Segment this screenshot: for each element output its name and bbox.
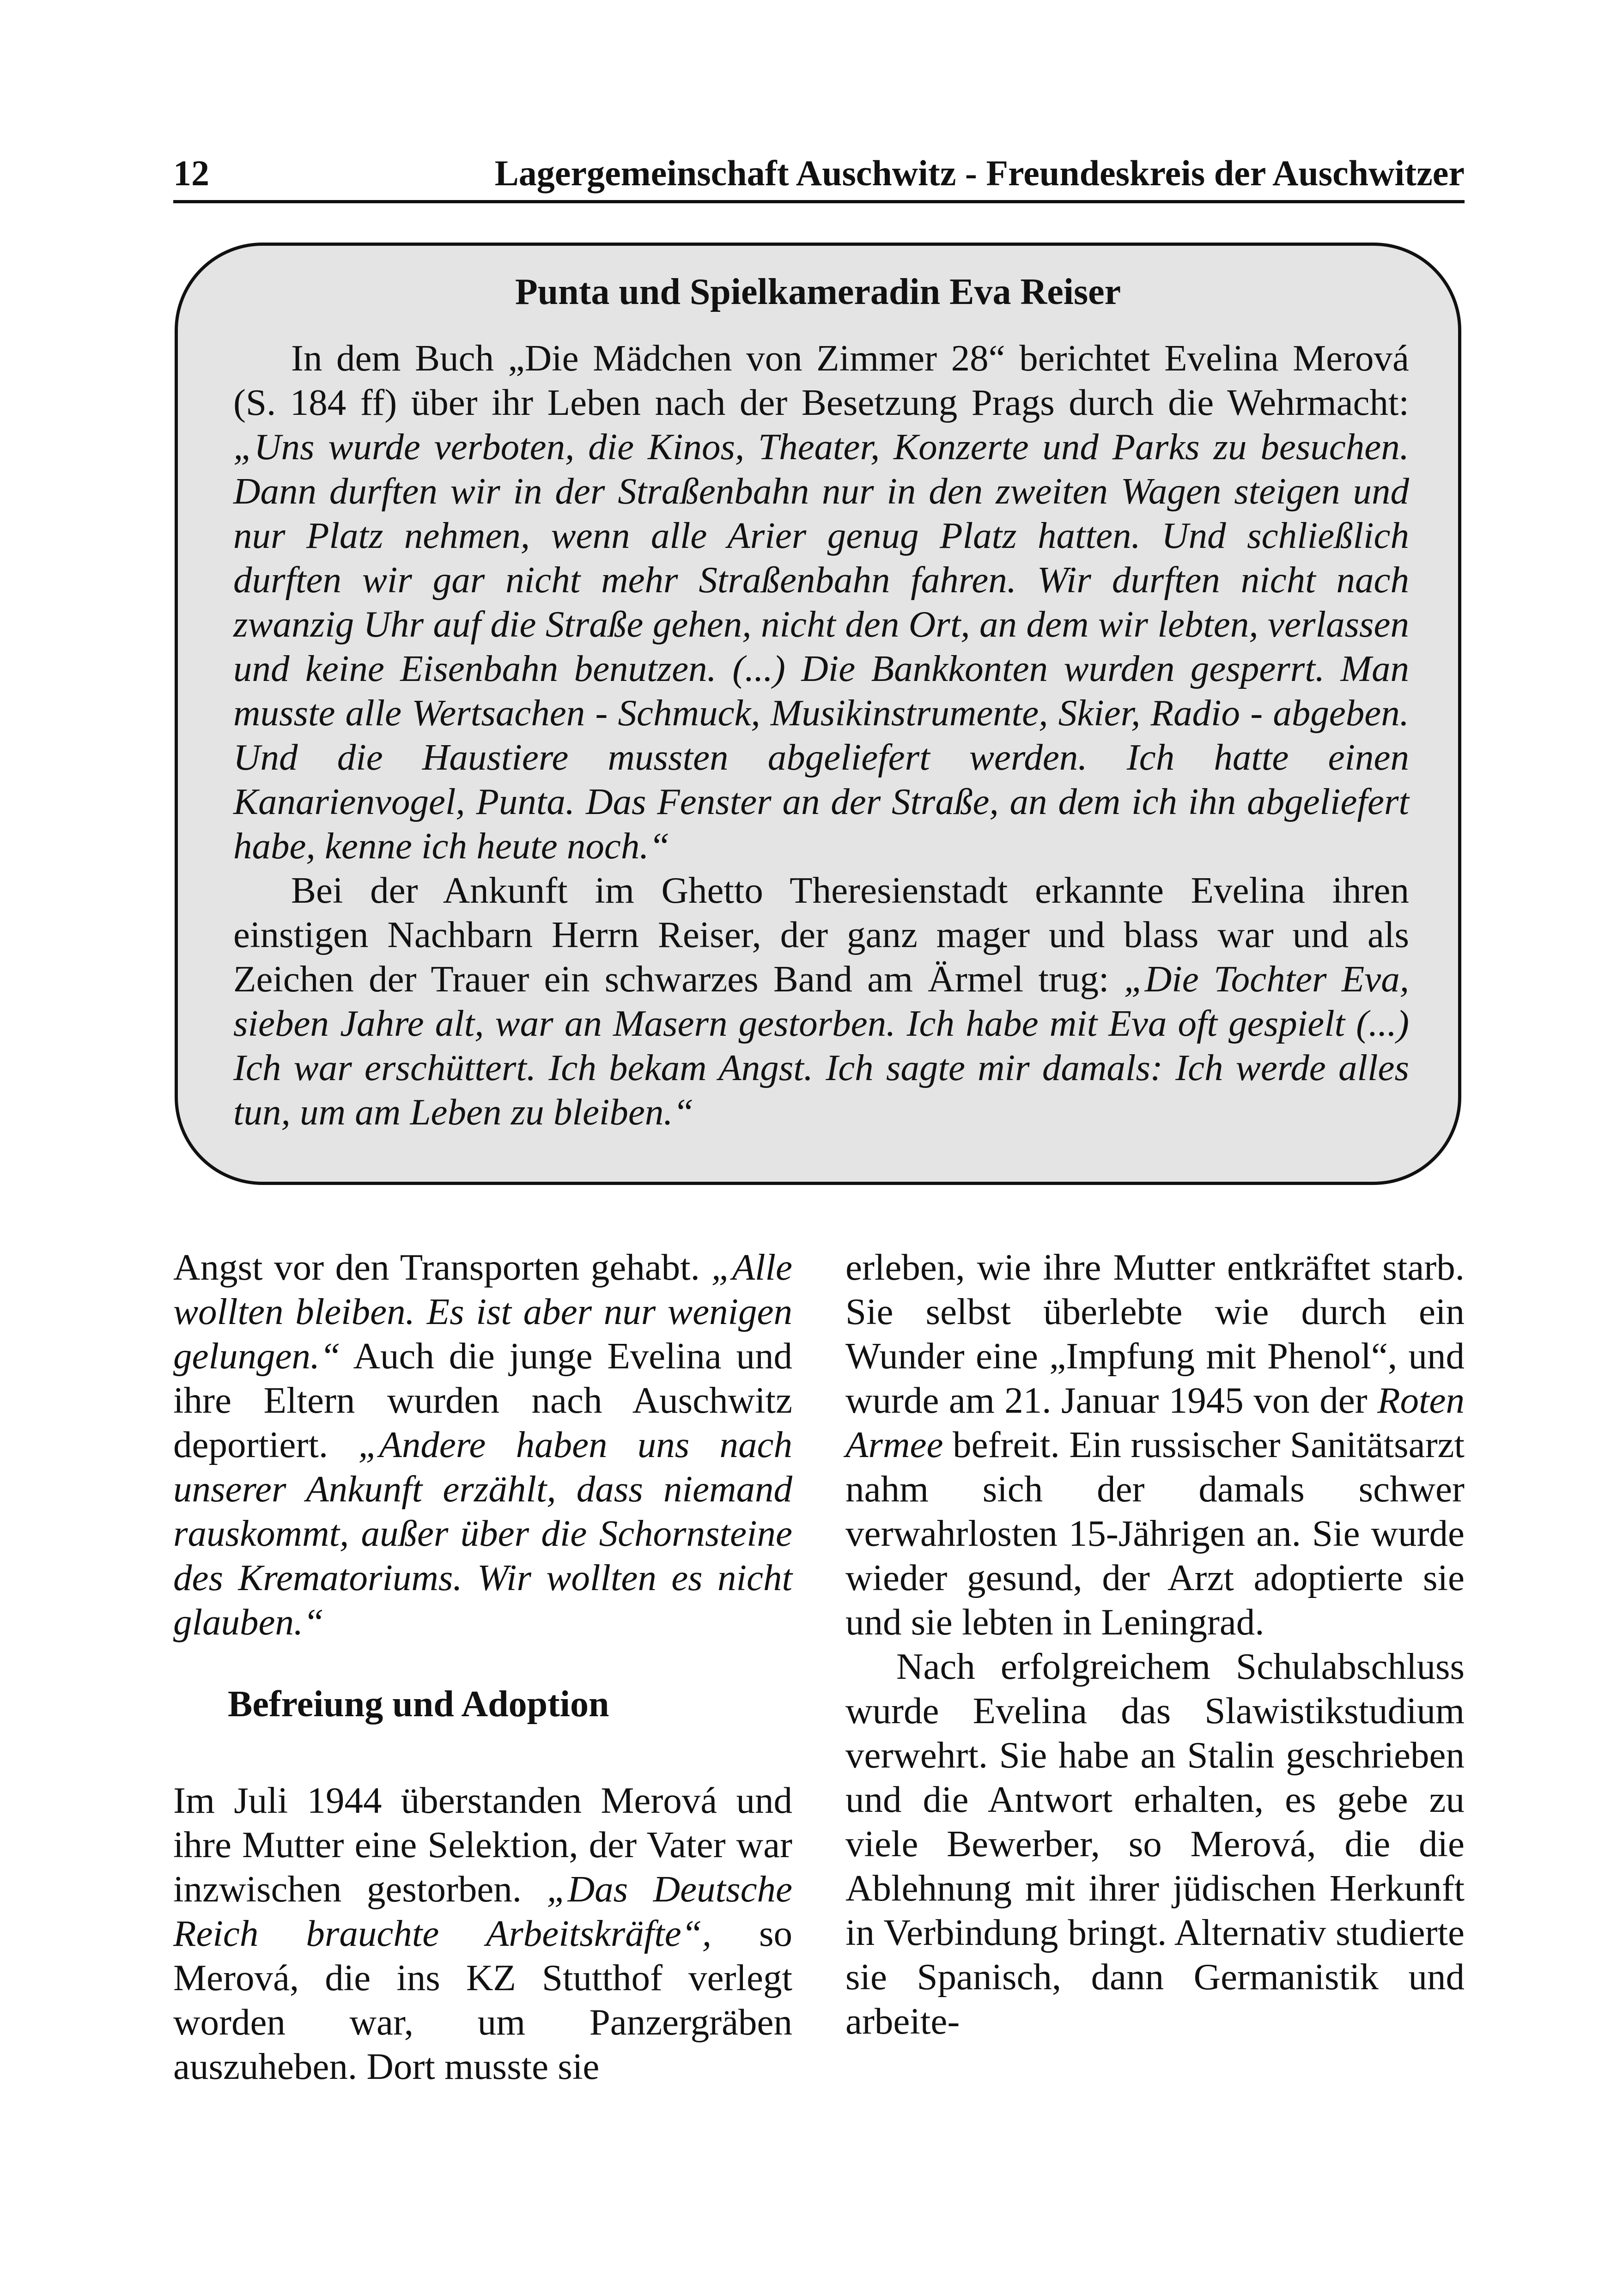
box-paragraph-1 [233,336,1409,868]
running-title: Lagergemeinschaft Auschwitz - Freundeskreis der Auschwitzer [494,153,1465,193]
right-paragraph-2: Nach erfolgreichem Schulabschluss wurde Evelina das Slawistikstudium verwehrt. Sie habe an Stalin geschrieben und die Antwort erhalten, es gebe zu viele Bewerber, so Merová, die die Ablehnung mit ihrer jüdischen Herkunft in Verbindung bringt. Alternativ studierte sie Spanisch, dann Germanistik und arbeite- [845,1646,1465,2042]
left-p1-b: „Alle wollten bleiben. Es ist aber nur wenigen gelungen.“ [173,1246,793,1377]
header-rule [173,200,1465,203]
box-title: Punta und Spielkameradin Eva Reiser [515,272,1121,312]
left-p2-c: so Merová, die ins KZ Stutthof verlegt worden war, um Panzergräben auszuheben. Dort musste sie [173,1913,792,2087]
page-number: 12 [173,153,209,193]
quote-box [175,243,1461,1185]
left-p1-a: Angst vor den Transporten gehabt. [173,1246,700,1288]
box-text [233,336,1409,1134]
left-column [173,1245,792,2089]
left-p1-c: Auch die junge Evelina und ihre Eltern wurden nach Auschwitz deportiert. [173,1335,793,1465]
box-p2-text: Bei der Ankunft im Ghetto Theresienstadt erkannte Evelina ihren einstigen Nachbarn Herrn Reiser, der ganz mager und blass war und als Zeichen der Trauer ein schwarzes Band am Ärmel trug: [233,869,1409,1000]
left-p2-a: Im Juli 1944 überstanden Merová und ihre Mutter eine Selektion, der Vater war inzwischen gestorben. [173,1780,792,1910]
right-p1-a: erleben, wie ihre Mutter entkräftet starb. Sie selbst überlebte wie durch ein Wunder eine „Impfung mit Phenol“, und wurde am 21. Januar 1945 von der [845,1246,1465,1421]
left-p2-b: „Das Deutsche Reich brauchte Arbeitskräfte“, [173,1868,792,1954]
box-p1-text: In dem Buch „Die Mädchen von Zimmer 28“ berichtet Evelina Merová (S. 184 ff) über ihr Leben nach der Besetzung Prags durch die Wehrmacht: [233,337,1409,423]
right-p1-c: befreit. Ein russischer Sanitätsarzt nahm sich der damals schwer verwahrlosten 15-Jährigen an. Sie wurde wieder gesund, der Arzt adoptierte sie und sie lebten in Leningrad. [845,1424,1465,1643]
page-header [173,148,1465,203]
section-heading: Befreiung und Adoption [228,1684,609,1725]
left-paragraph-1 [173,1245,792,1644]
left-paragraph-2 [173,1778,792,2089]
right-column [845,1245,1465,2043]
box-paragraph-2 [233,868,1409,1134]
right-paragraph-1 [845,1245,1465,1644]
box-p2-quote: „Die Tochter Eva, sieben Jahre alt, war an Masern gestorben. Ich habe mit Eva oft gespielt (...) Ich war erschüttert. Ich bekam Angst. Ich sagte mir damals: Ich werde alles tun, um am Leben zu bleiben.“ [233,958,1409,1133]
box-p1-quote: „Uns wurde verboten, die Kinos, Theater, Konzerte und Parks zu besuchen. Dann durften wir in der Straßenbahn nur in den zweiten Wagen steigen und nur Platz nehmen, wenn alle Arier genug Platz hatten. Und schließlich durften wir gar nicht mehr Straßenbahn fahren. Wir durften nicht nach zwanzig Uhr auf die Straße gehen, nicht den Ort, an dem wir lebten, verlassen und keine Eisenbahn benutzen. (...) Die Bankkonten wurden gesperrt. Man musste alle Wertsachen - Schmuck, Musikinstrumente, Skier, Radio - abgeben. Und die Haustiere mussten abgeliefert werden. Ich hatte einen Kanarienvogel, Punta. Das Fenster an der Straße, an dem ich ihn abgeliefert habe, kenne ich heute noch.“ [233,426,1409,867]
right-p1-b: Roten Armee [845,1379,1465,1465]
left-p1-d: „Andere haben uns nach unserer Ankunft erzählt, dass niemand rauskommt, außer über die Schornsteine des Krematoriums. Wir wollten es nicht glauben.“ [173,1424,792,1643]
